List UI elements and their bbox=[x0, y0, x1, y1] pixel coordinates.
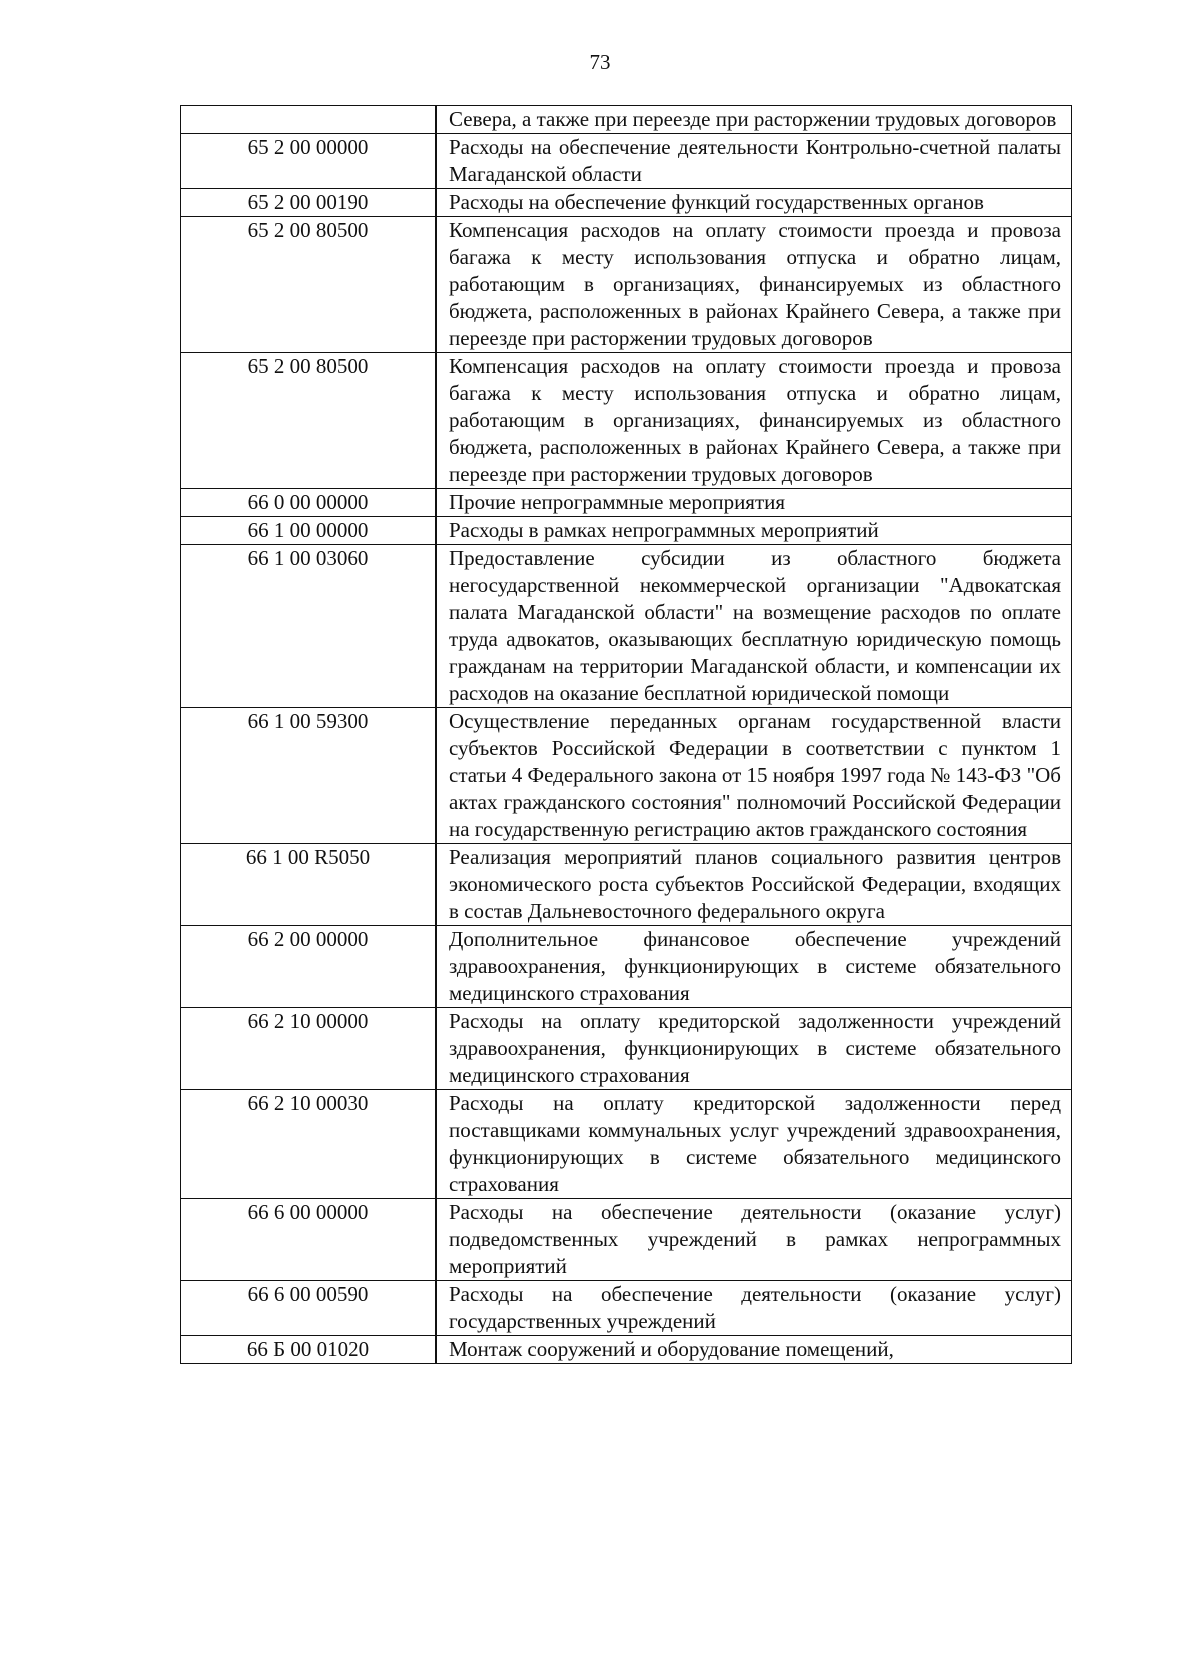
table-row bbox=[181, 134, 1072, 189]
row-description-text: Расходы в рамках непрограммных мероприятий bbox=[449, 518, 879, 542]
table-row bbox=[181, 517, 1072, 545]
row-code bbox=[181, 106, 437, 134]
row-description bbox=[436, 189, 1072, 217]
row-description bbox=[436, 708, 1072, 844]
table-row bbox=[181, 1336, 1072, 1364]
row-code: 66 6 00 00000 bbox=[181, 1199, 437, 1281]
table-row bbox=[181, 1090, 1072, 1199]
row-description bbox=[436, 545, 1072, 708]
budget-classification-table bbox=[180, 105, 1072, 1364]
row-description-text: Прочие непрограммные мероприятия bbox=[449, 490, 786, 514]
row-description bbox=[436, 106, 1072, 134]
row-code: 66 Б 00 01020 bbox=[181, 1336, 437, 1364]
row-code: 66 2 10 00030 bbox=[181, 1090, 437, 1199]
row-code: 66 1 00 03060 bbox=[181, 545, 437, 708]
table-row bbox=[181, 106, 1072, 134]
row-description-text: Реализация мероприятий планов социального развития центров экономического роста субъектов Российской Федерации, входящих в состав Дальневосточного федерального округа bbox=[449, 845, 1061, 923]
table-row bbox=[181, 844, 1072, 926]
row-code: 66 1 00 00000 bbox=[181, 517, 437, 545]
row-code: 66 1 00 59300 bbox=[181, 708, 437, 844]
row-description-text: Осуществление переданных органам государственной власти субъектов Российской Федерации в соответствии с пунктом 1 статьи 4 Федерального закона от 15 ноября 1997 года № 143-ФЗ "Об актах гражданского состояния" полномочий Российской Федерации на государственную регистрацию актов гражданского состояния bbox=[449, 709, 1061, 841]
row-description bbox=[436, 1199, 1072, 1281]
table-row bbox=[181, 1281, 1072, 1336]
row-description bbox=[436, 134, 1072, 189]
row-description bbox=[436, 1336, 1072, 1364]
table-row bbox=[181, 926, 1072, 1008]
row-code: 65 2 00 00190 bbox=[181, 189, 437, 217]
table-row bbox=[181, 189, 1072, 217]
row-code: 66 1 00 R5050 bbox=[181, 844, 437, 926]
row-description-text: Монтаж сооружений и оборудование помещений, bbox=[449, 1337, 894, 1361]
page-number: 73 bbox=[589, 50, 611, 74]
row-description-text: Дополнительное финансовое обеспечение учреждений здравоохранения, функционирующих в системе обязательного медицинского страхования bbox=[449, 927, 1061, 1005]
table-row bbox=[181, 1199, 1072, 1281]
row-description bbox=[436, 926, 1072, 1008]
row-description bbox=[436, 844, 1072, 926]
row-description-text: Расходы на обеспечение функций государственных органов bbox=[449, 190, 984, 214]
row-description bbox=[436, 489, 1072, 517]
table-row bbox=[181, 708, 1072, 844]
row-description bbox=[436, 517, 1072, 545]
table-row bbox=[181, 489, 1072, 517]
table-row bbox=[181, 545, 1072, 708]
row-description bbox=[436, 1090, 1072, 1199]
row-code: 66 2 10 00000 bbox=[181, 1008, 437, 1090]
row-description-text: Севера, а также при переезде при расторжении трудовых договоров bbox=[449, 107, 1057, 131]
row-code: 66 6 00 00590 bbox=[181, 1281, 437, 1336]
row-description-text: Расходы на оплату кредиторской задолженности учреждений здравоохранения, функционирующих в системе обязательного медицинского страхования bbox=[449, 1009, 1061, 1087]
row-description-text: Компенсация расходов на оплату стоимости проезда и провоза багажа к месту использования отпуска и обратно лицам, работающим в организациях, финансируемых из областного бюджета, расположенных в районах Крайнего Севера, а также при переезде при расторжении трудовых договоров bbox=[449, 354, 1061, 486]
row-description bbox=[436, 1281, 1072, 1336]
row-description-text: Предоставление субсидии из областного бюджета негосударственной некоммерческой организации "Адвокатская палата Магаданской области" на возмещение расходов по оплате труда адвокатов, оказывающих бесплатную юридическую помощь гражданам на территории Магаданской области, и компенсации их расходов на оказание бесплатной юридической помощи bbox=[449, 546, 1061, 705]
table-row bbox=[181, 1008, 1072, 1090]
row-description-text: Расходы на обеспечение деятельности (оказание услуг) государственных учреждений bbox=[449, 1282, 1061, 1333]
row-description-text: Расходы на оплату кредиторской задолженности перед поставщиками коммунальных услуг учреждений здравоохранения, функционирующих в системе обязательного медицинского страхования bbox=[449, 1091, 1061, 1196]
row-description-text: Компенсация расходов на оплату стоимости проезда и провоза багажа к месту использования отпуска и обратно лицам, работающим в организациях, финансируемых из областного бюджета, расположенных в районах Крайнего Севера, а также при переезде при расторжении трудовых договоров bbox=[449, 218, 1061, 350]
row-description bbox=[436, 353, 1072, 489]
row-code: 66 0 00 00000 bbox=[181, 489, 437, 517]
row-description-text: Расходы на обеспечение деятельности (оказание услуг) подведомственных учреждений в рамках непрограммных мероприятий bbox=[449, 1200, 1061, 1278]
row-description-text: Расходы на обеспечение деятельности Контрольно-счетной палаты Магаданской области bbox=[449, 135, 1061, 186]
row-code: 66 2 00 00000 bbox=[181, 926, 437, 1008]
row-code: 65 2 00 80500 bbox=[181, 353, 437, 489]
row-code: 65 2 00 80500 bbox=[181, 217, 437, 353]
row-description bbox=[436, 1008, 1072, 1090]
table-row bbox=[181, 353, 1072, 489]
row-description bbox=[436, 217, 1072, 353]
table-row bbox=[181, 217, 1072, 353]
row-code: 65 2 00 00000 bbox=[181, 134, 437, 189]
